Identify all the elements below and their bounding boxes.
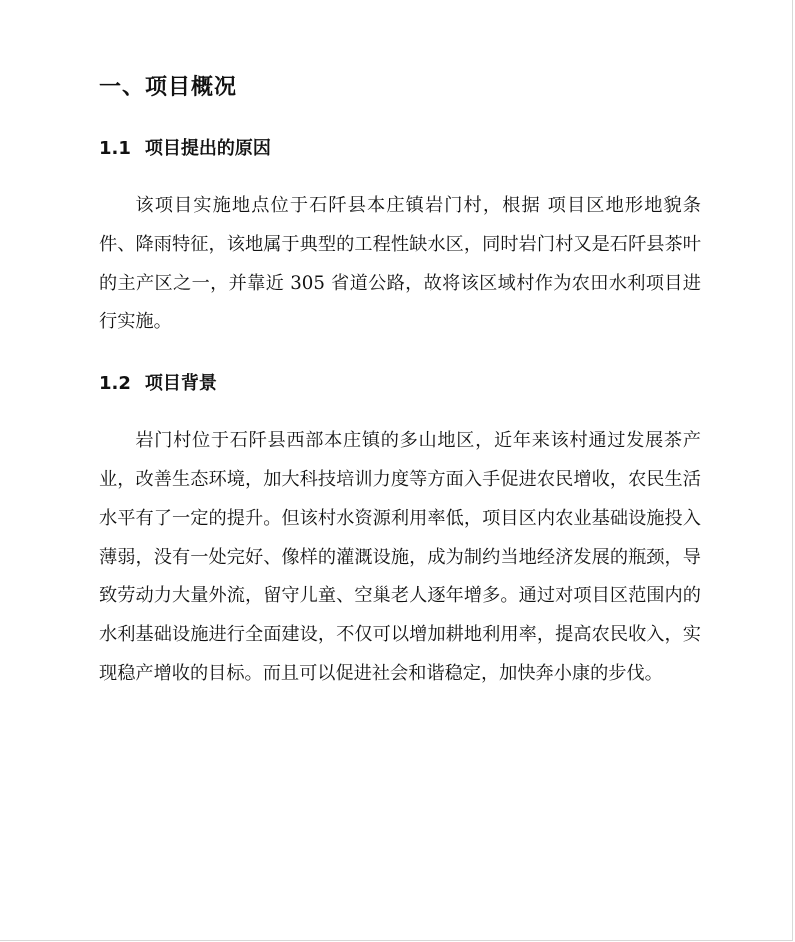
section-heading-1-1 xyxy=(99,131,701,167)
section-heading-1-2 xyxy=(99,366,701,402)
section-paragraph-1-2: 岩门村位于石阡县西部本庄镇的多山地区，近年来该村通过发展茶产业，改善生态环境，加大科技培训力度等方面入手促进农民增收，农民生活水平有了一定的提升。但该村水资源利用率低，项目区内农业基础设施投入薄弱，没有一处完好、像样的灌溉设施，成为制约当地经济发展的瓶颈，导致劳动力大量外流，留守儿童、空巢老人逐年增多。通过对项目区范围内的水利基础设施进行全面建设，不仅可以增加耕地利用率，提高农民收入，实现稳产增收的目标。而且可以促进社会和谐稳定，加快奔小康的步伐。 xyxy=(99,430,701,684)
section-paragraph-1-1: 该项目实施地点位于石阡县本庄镇岩门村，根据 项目区地形地貌条件、降雨特征，该地属于典型的工程性缺水区，同时岩门村又是石阡县茶叶的主产区之一，并靠近 305 省道公路，故将该区域村作为农田水利项目进行实施。 xyxy=(99,195,701,333)
section-number: 1.2 xyxy=(99,373,131,395)
section-title: 项目提出的原因 xyxy=(144,138,271,159)
section-number: 1.1 xyxy=(99,138,131,159)
chapter-title: 一、项目概况 xyxy=(99,75,238,100)
section-title: 项目背景 xyxy=(144,373,217,395)
document-content xyxy=(99,64,701,694)
